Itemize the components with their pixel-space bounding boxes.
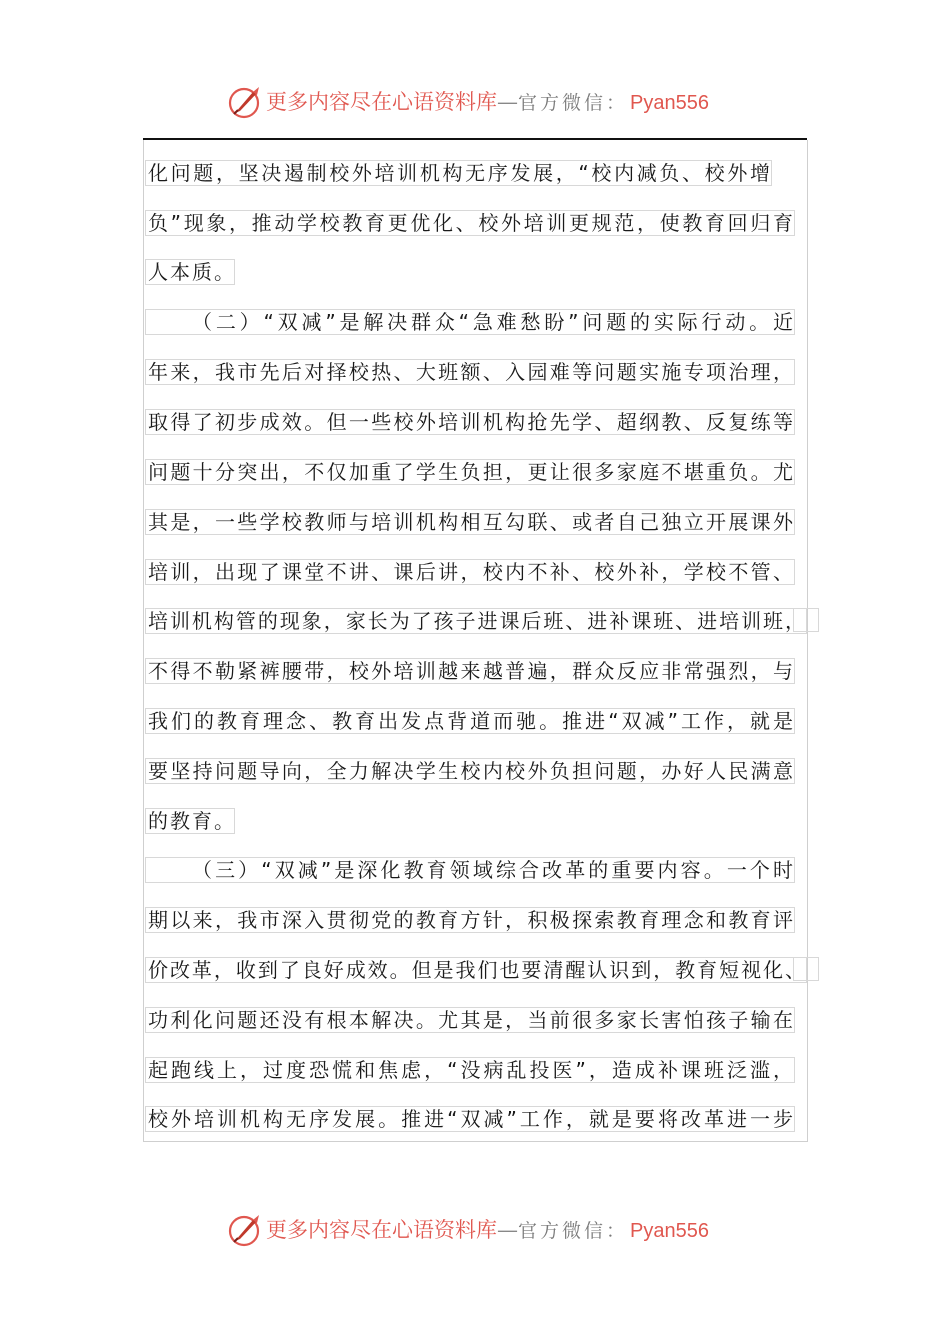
- page-body-frame: [143, 140, 808, 1142]
- banner-wechat-label: 官方微信：: [518, 1220, 629, 1242]
- banner-title: 更多内容尽在心语资料库: [266, 1218, 497, 1242]
- text-line: 我们的教育理念、教育出发点背道而驰。推进“双减”工作，就是: [145, 708, 793, 734]
- banner-title: 更多内容尽在心语资料库: [266, 90, 497, 114]
- banner-separator: —: [497, 90, 518, 114]
- footer-banner: [0, 1208, 950, 1254]
- text-line: 培训机构管的现象，家长为了孩子进课后班、进补课班、进培训班，: [145, 608, 805, 634]
- text-line: 期以来，我市深入贯彻党的教育方针，积极探索教育理念和教育评: [145, 907, 793, 933]
- text-line: 人本质。: [145, 259, 233, 285]
- text-line: 要坚持问题导向，全力解决学生校内校外负担问题，办好人民满意: [145, 758, 793, 784]
- banner-account: Pyan556: [630, 1220, 709, 1242]
- overflow-mark: [793, 957, 819, 981]
- banner-text: [266, 88, 709, 117]
- paragraph-first-line: （三）“双减”是深化教育领域综合改革的重要内容。一个时: [145, 857, 793, 883]
- text-line: 的教育。: [145, 808, 233, 834]
- banner-account: Pyan556: [630, 92, 709, 114]
- banner-text: [266, 1216, 709, 1245]
- header-banner: [0, 80, 950, 126]
- overflow-mark: [793, 608, 819, 632]
- text-line: 功利化问题还没有根本解决。尤其是，当前很多家长害怕孩子输在: [145, 1007, 793, 1033]
- text-line: 其是，一些学校教师与培训机构相互勾联、或者自己独立开展课外: [145, 509, 793, 535]
- text-line: 化问题，坚决遏制校外培训机构无序发展，“校内减负、校外增: [145, 160, 770, 186]
- text-line: 起跑线上，过度恐慌和焦虑，“没病乱投医”，造成补课班泛滥，: [145, 1057, 793, 1083]
- banner-separator: —: [497, 1218, 518, 1242]
- text-line: 取得了初步成效。但一些校外培训机构抢先学、超纲教、反复练等: [145, 409, 793, 435]
- banner-wechat-label: 官方微信：: [518, 92, 629, 114]
- quill-logo-icon: [226, 1212, 262, 1248]
- text-line: 校外培训机构无序发展。推进“双减”工作，就是要将改革进一步: [145, 1106, 793, 1132]
- text-line: 负”现象，推动学校教育更优化、校外培训更规范，使教育回归育: [145, 210, 793, 236]
- quill-logo-icon: [226, 84, 262, 120]
- paragraph-first-line: （二）“双减”是解决群众“急难愁盼”问题的实际行动。近: [145, 309, 793, 335]
- text-line: 价改革，收到了良好成效。但是我们也要清醒认识到，教育短视化、: [145, 957, 805, 983]
- text-line: 年来，我市先后对择校热、大班额、入园难等问题实施专项治理，: [145, 359, 793, 385]
- text-line: 问题十分突出，不仅加重了学生负担，更让很多家庭不堪重负。尤: [145, 459, 793, 485]
- text-line: 不得不勒紧裤腰带，校外培训越来越普遍，群众反应非常强烈，与: [145, 658, 793, 684]
- text-line: 培训，出现了课堂不讲、课后讲，校内不补、校外补，学校不管、: [145, 559, 793, 585]
